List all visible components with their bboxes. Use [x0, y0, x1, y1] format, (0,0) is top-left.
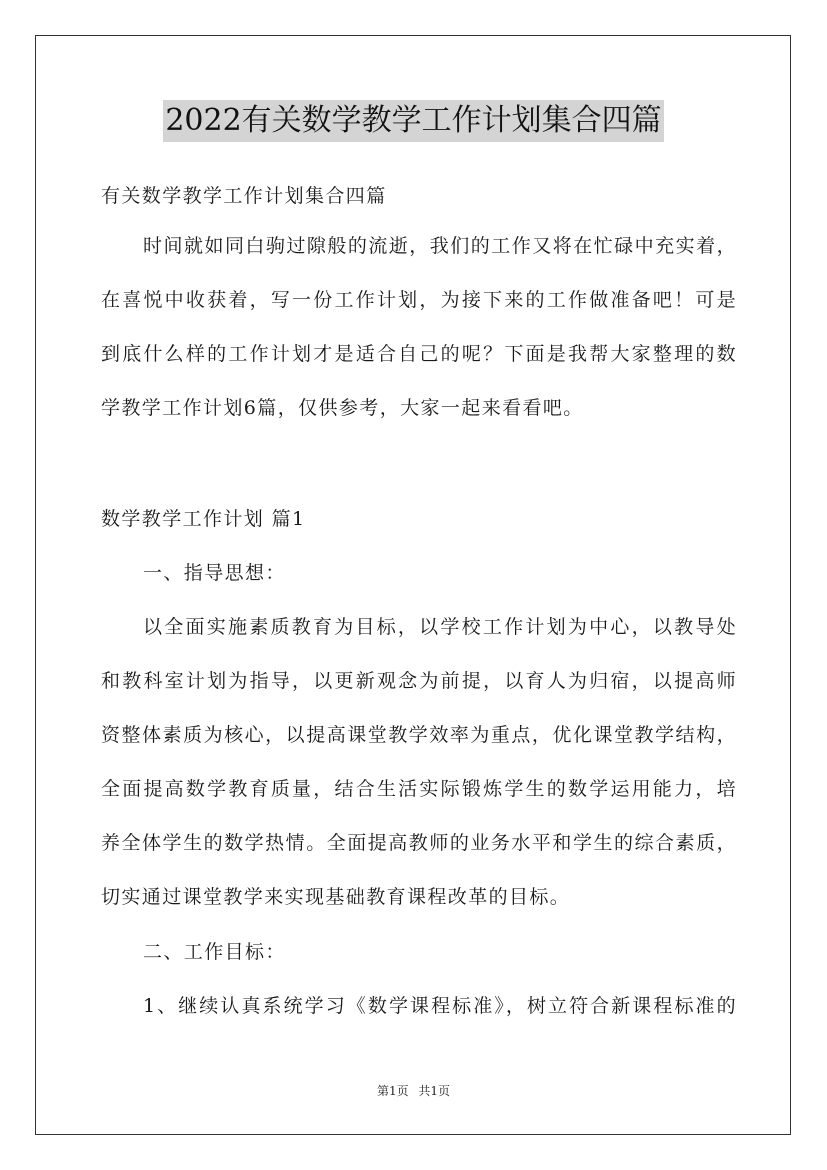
intro-line-3: 到底什么样的工作计划才是适合自己的呢？下面是我帮大家整理的数 — [101, 343, 737, 365]
heading-work-goals: 二、工作目标： — [143, 941, 286, 963]
document-title: 2022有关数学教学工作计划集合四篇 — [163, 100, 663, 142]
page-number: 第1页 — [376, 1084, 409, 1098]
page-total: 共1页 — [418, 1084, 451, 1098]
guiding-line-2: 和教科室计划为指导，以更新观念为前提，以育人为归宿，以提高师 — [101, 670, 737, 692]
guiding-line-1: 以全面实施素质教育为目标，以学校工作计划为中心，以教导处 — [143, 616, 737, 638]
intro-line-4: 学教学工作计划6篇，仅供参考，大家一起来看看吧。 — [101, 397, 584, 419]
guiding-line-4: 全面提高数学教育质量，结合生活实际锻炼学生的数学运用能力，培 — [101, 778, 737, 800]
intro-line-1: 时间就如同白驹过隙般的流逝，我们的工作又将在忙碌中充实着， — [143, 235, 737, 257]
guiding-line-5: 养全体学生的数学热情。全面提高教师的业务水平和学生的综合素质， — [101, 832, 737, 854]
heading-guiding-thought: 一、指导思想： — [143, 562, 286, 584]
guiding-line-3: 资整体素质为核心，以提高课堂教学效率为重点，优化课堂教学结构， — [101, 724, 737, 746]
title-container — [0, 100, 827, 142]
document-subtitle: 有关数学教学工作计划集合四篇 — [101, 185, 387, 207]
goal-line-1: 1、继续认真系统学习《数学课程标准》，树立符合新课程标准的 — [143, 995, 737, 1017]
page-footer — [0, 1083, 827, 1099]
section-heading: 数学教学工作计划 篇1 — [101, 508, 306, 530]
intro-line-2: 在喜悦中收获着，写一份工作计划，为接下来的工作做准备吧！可是 — [101, 289, 737, 311]
guiding-line-6: 切实通过课堂教学来实现基础教育课程改革的目标。 — [101, 886, 571, 908]
